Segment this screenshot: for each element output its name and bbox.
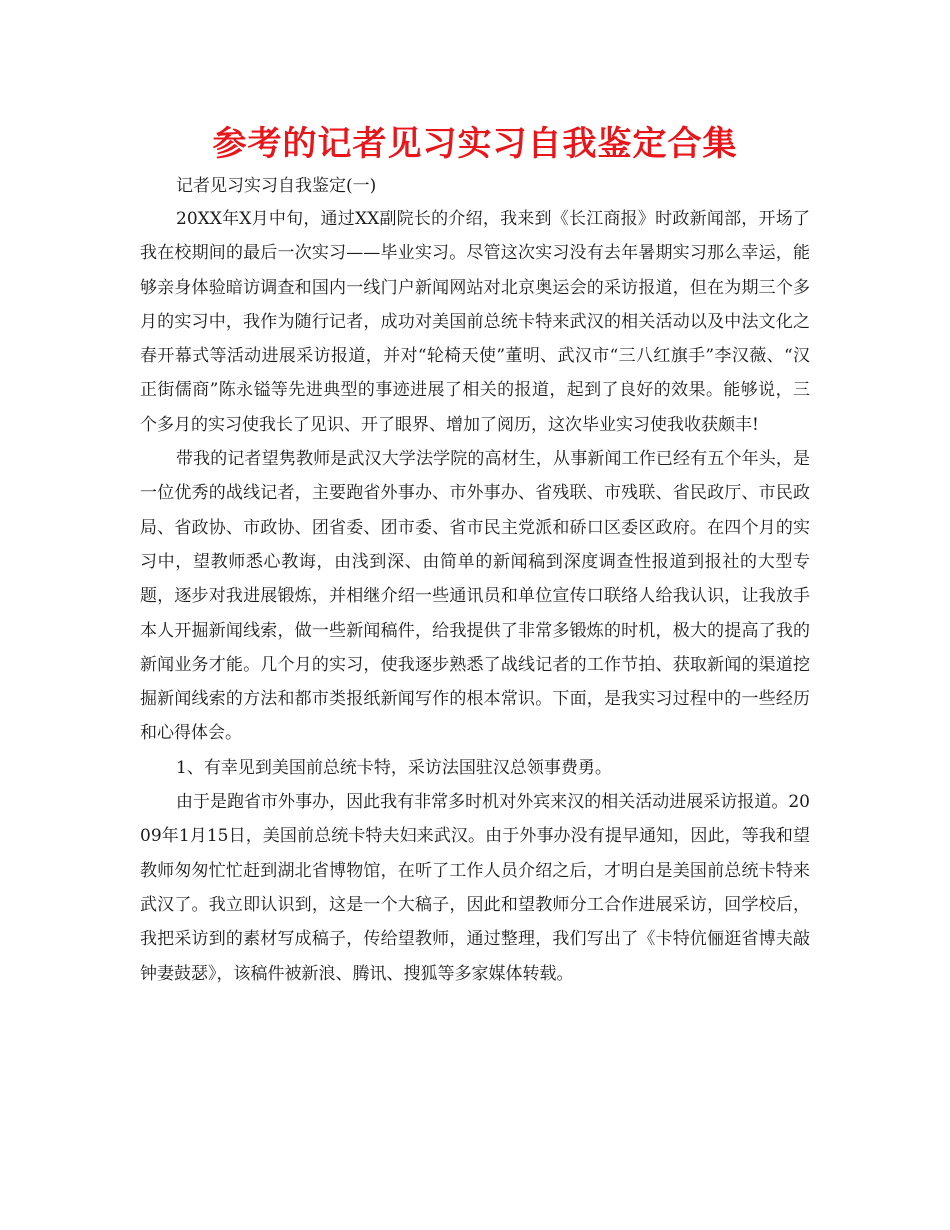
document-title: 参考的记者见习实习自我鉴定合集: [212, 124, 738, 164]
body-paragraph-1: 20XX年X月中旬，通过XX副院长的介绍，我来到《长江商报》时政新闻部，开场了我在校期间的最后一次实习——毕业实习。尽管这次实习没有去年暑期实习那么幸运，能够亲身体验暗访调查和国内一线门户新闻网站对北京奥运会的采访报道，但在为期三个多月的实习中，我作为随行记者，成功对美国前总统卡特来武汉的相关活动以及中法文化之春开幕式等活动进展采访报道，并对“轮椅天使”董明、武汉市“三八红旗手”李汉薇、“汉正街儒商”陈永镒等先进典型的事迹进展了相关的报道，起到了良好的效果。能够说，三个多月的实习使我长了见识、开了眼界、增加了阅历，这次毕业实习使我收获颇丰!: [140, 209, 810, 435]
body-paragraph-3: 1、有幸见到美国前总统卡特，采访法国驻汉总领事费勇。: [176, 757, 612, 778]
body-paragraph-2: 带我的记者望隽教师是武汉大学法学院的高材生，从事新闻工作已经有五个年头，是一位优秀的战线记者，主要跑省外事办、市外事办、省残联、市残联、省民政厅、市民政局、省政协、市政协、团省委、团市委、省市民主党派和硚口区委区政府。在四个月的实习中，望教师悉心教诲，由浅到深、由简单的新闻稿到深度调查性报道到报社的大型专题，逐步对我进展锻炼，并相继介绍一些通讯员和单位宣传口联络人给我认识，让我放手本人开掘新闻线索，做一些新闻稿件，给我提供了非常多锻炼的时机，极大的提高了我的新闻业务才能。几个月的实习，使我逐步熟悉了战线记者的工作节拍、获取新闻的渠道挖掘新闻线索的方法和都市类报纸新闻写作的根本常识。下面，是我实习过程中的一些经历和心得体会。: [140, 449, 810, 744]
section-subtitle: 记者见习实习自我鉴定(一): [176, 176, 377, 196]
body-paragraph-4: 由于是跑省市外事办，因此我有非常多时机对外宾来汉的相关活动进展采访报道。2009年1月15日，美国前总统卡特夫妇来武汉。由于外事办没有提早通知，因此，等我和望教师匆匆忙忙赶到湖北省博物馆，在听了工作人员介绍之后，才明白是美国前总统卡特来武汉了。我立即认识到，这是一个大稿子，因此和望教师分工合作进展采访，回学校后，我把采访到的素材写成稿子，传给望教师，通过整理，我们写出了《卡特伉俪逛省博夫敲钟妻鼓瑟》，该稿件被新浪、腾讯、搜狐等多家媒体转载。: [140, 792, 810, 984]
document-page: [140, 118, 810, 991]
